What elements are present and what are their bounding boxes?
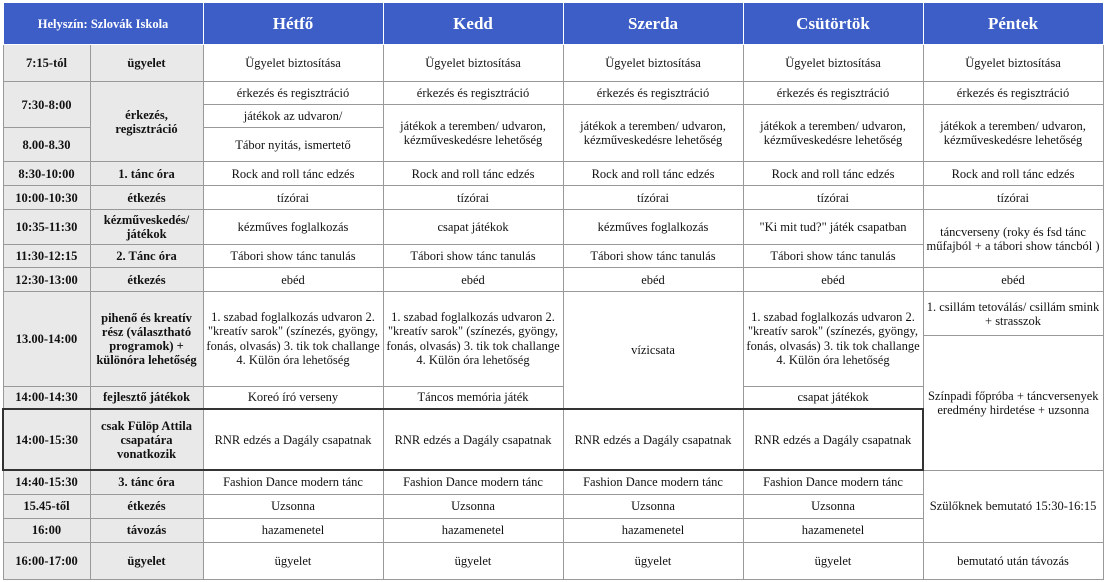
schedule-cell: Uzsonna xyxy=(383,494,563,518)
schedule-cell: Tábor nyitás, ismertető xyxy=(203,128,383,162)
schedule-cell: ügyelet xyxy=(743,542,923,579)
schedule-cell: ebéd xyxy=(203,268,383,292)
schedule-cell: Fashion Dance modern tánc xyxy=(743,470,923,494)
schedule-cell: Táncos memória játék xyxy=(383,386,563,409)
schedule-cell: Rock and roll tánc edzés xyxy=(923,162,1103,186)
schedule-cell: ebéd xyxy=(383,268,563,292)
schedule-cell: RNR edzés a Dagály csapatnak xyxy=(563,409,743,470)
activity-cell: 2. Tánc óra xyxy=(90,245,203,268)
activity-cell: érkezés, regisztráció xyxy=(90,82,203,162)
time-cell: 13.00-14:00 xyxy=(3,292,90,386)
schedule-cell: tízórai xyxy=(203,186,383,210)
schedule-cell: hazamenetel xyxy=(743,518,923,542)
activity-cell: pihenő és kreatív rész (választható programok) + különóra lehetőség xyxy=(90,292,203,386)
schedule-cell: Ügyelet biztosítása xyxy=(923,45,1103,82)
location-header: Helyszín: Szlovák Iskola xyxy=(3,3,203,45)
time-cell: 16:00 xyxy=(3,518,90,542)
schedule-cell: 1. csillám tetoválás/ csillám smink + strasszok xyxy=(923,292,1103,336)
schedule-cell: Ügyelet biztosítása xyxy=(203,45,383,82)
schedule-cell: játékok a teremben/ udvaron, kézművesked​ésre lehetőség xyxy=(743,105,923,162)
schedule-cell: csapat játékok xyxy=(383,210,563,245)
time-cell: 7:30-8:00 xyxy=(3,82,90,128)
header-row xyxy=(3,3,1103,45)
schedule-cell: Szülőknek bemutató 15:30-16:15 xyxy=(923,470,1103,542)
day-header-thursday: Csütörtök xyxy=(743,3,923,45)
schedule-cell: Rock and roll tánc edzés xyxy=(383,162,563,186)
table-row xyxy=(3,82,1103,105)
time-cell: 10:00-10:30 xyxy=(3,186,90,210)
schedule-cell: 1. szabad foglalkozás udvaron 2. "kreatív sarok" (színezés, gyöngy, fonás, olvasás) 3. tik tok challange 4. Külön óra lehetőség xyxy=(203,292,383,386)
schedule-cell: Tábori show tánc tanulás xyxy=(383,245,563,268)
schedule-cell: 1. szabad foglalkozás udvaron 2. "kreatív sarok" (színezés, gyöngy, fonás, olvasás) 3. tik tok challange 4. Külön óra lehetőség xyxy=(743,292,923,386)
schedule-cell: bemutató után távozás xyxy=(923,542,1103,579)
table-row xyxy=(3,162,1103,186)
schedule-cell: Uzsonna xyxy=(563,494,743,518)
time-cell: 11:30-12:15 xyxy=(3,245,90,268)
schedule-cell: érkezés és regisztráció xyxy=(743,82,923,105)
schedule-cell: táncverseny (roky és fsd tánc műfajból + a tábori show táncból ) xyxy=(923,210,1103,268)
activity-cell: kézművesked​és/ játékok xyxy=(90,210,203,245)
time-cell: 14:40-15:30 xyxy=(3,470,90,494)
activity-cell: ügyelet xyxy=(90,45,203,82)
schedule-cell: Ügyelet biztosítása xyxy=(743,45,923,82)
activity-cell: csak Fülöp Attila csapatára vonatkozik xyxy=(90,409,203,470)
schedule-cell: Tábori show tánc tanulás xyxy=(563,245,743,268)
schedule-cell: kézműves foglalkozás xyxy=(203,210,383,245)
schedule-cell: vízicsata xyxy=(563,292,743,409)
schedule-cell: érkezés és regisztráció xyxy=(203,82,383,105)
schedule-cell: tízórai xyxy=(383,186,563,210)
schedule-cell: "Ki mit tud?" játék csapatban xyxy=(743,210,923,245)
schedule-cell: hazamenetel xyxy=(203,518,383,542)
schedule-cell: érkezés és regisztráció xyxy=(923,82,1103,105)
time-cell: 12:30-13:00 xyxy=(3,268,90,292)
schedule-cell: Rock and roll tánc edzés xyxy=(203,162,383,186)
schedule-cell: Fashion Dance modern tánc xyxy=(563,470,743,494)
time-cell: 8:30-10:00 xyxy=(3,162,90,186)
schedule-cell: Rock and roll tánc edzés xyxy=(563,162,743,186)
schedule-cell: tízórai xyxy=(743,186,923,210)
schedule-cell: tízórai xyxy=(563,186,743,210)
activity-cell: étkezés xyxy=(90,494,203,518)
activity-cell: 1. tánc óra xyxy=(90,162,203,186)
schedule-cell: hazamenetel xyxy=(563,518,743,542)
time-cell: 8.00-8.30 xyxy=(3,128,90,162)
activity-cell: 3. tánc óra xyxy=(90,470,203,494)
schedule-cell: Uzsonna xyxy=(743,494,923,518)
activity-cell: étkezés xyxy=(90,186,203,210)
schedule-cell: Rock and roll tánc edzés xyxy=(743,162,923,186)
schedule-cell: Tábori show tánc tanulás xyxy=(743,245,923,268)
table-row xyxy=(3,470,1103,494)
activity-cell: fejlesztő játékok xyxy=(90,386,203,409)
schedule-cell: kézműves foglalkozás xyxy=(563,210,743,245)
day-header-monday: Hétfő xyxy=(203,3,383,45)
schedule-cell: hazamenetel xyxy=(383,518,563,542)
schedule-cell: ebéd xyxy=(923,268,1103,292)
schedule-cell: ebéd xyxy=(563,268,743,292)
schedule-cell: Ügyelet biztosítása xyxy=(563,45,743,82)
schedule-cell: ebéd xyxy=(743,268,923,292)
schedule-cell: csapat játékok xyxy=(743,386,923,409)
schedule-cell: érkezés és regisztráció xyxy=(563,82,743,105)
schedule-cell: Fashion Dance modern tánc xyxy=(203,470,383,494)
activity-cell: étkezés xyxy=(90,268,203,292)
time-cell: 15.45-től xyxy=(3,494,90,518)
schedule-cell: játékok a teremben/ udvaron, kézművesked​ésre lehetőség xyxy=(923,105,1103,162)
schedule-cell: Koreó író verseny xyxy=(203,386,383,409)
schedule-cell: Tábori show tánc tanulás xyxy=(203,245,383,268)
table-row xyxy=(3,186,1103,210)
table-row xyxy=(3,210,1103,245)
day-header-wednesday: Szerda xyxy=(563,3,743,45)
schedule-cell: Fashion Dance modern tánc xyxy=(383,470,563,494)
schedule-cell: Ügyelet biztosítása xyxy=(383,45,563,82)
schedule-cell: érkezés és regisztráció xyxy=(383,82,563,105)
schedule-table xyxy=(2,2,1104,580)
schedule-cell: RNR edzés a Dagály csapatnak xyxy=(383,409,563,470)
time-cell: 10:35-11:30 xyxy=(3,210,90,245)
schedule-cell: tízórai xyxy=(923,186,1103,210)
schedule-cell: RNR edzés a Dagály csapatnak xyxy=(203,409,383,470)
schedule-cell: ügyelet xyxy=(383,542,563,579)
schedule-cell: ügyelet xyxy=(563,542,743,579)
schedule-cell: 1. szabad foglalkozás udvaron 2. "kreatív sarok" (színezés, gyöngy, fonás, olvasás) 3. tik tok challange 4. Külön óra lehetőség xyxy=(383,292,563,386)
schedule-cell: RNR edzés a Dagály csapatnak xyxy=(743,409,923,470)
schedule-cell: játékok a teremben/ udvaron, kézművesked​ésre lehetőség xyxy=(383,105,563,162)
table-row xyxy=(3,268,1103,292)
schedule-cell: Színpadi főpróba + táncversenyek eredmény hirdetése + uzsonna xyxy=(923,336,1103,470)
schedule-cell: ügyelet xyxy=(203,542,383,579)
table-row xyxy=(3,45,1103,82)
schedule-cell: játékok az udvaron/ xyxy=(203,105,383,128)
time-cell: 16:00-17:00 xyxy=(3,542,90,579)
activity-cell: ügyelet xyxy=(90,542,203,579)
schedule-cell: Uzsonna xyxy=(203,494,383,518)
time-cell: 14:00-15:30 xyxy=(3,409,90,470)
day-header-friday: Péntek xyxy=(923,3,1103,45)
table-row xyxy=(3,542,1103,579)
table-row xyxy=(3,292,1103,336)
time-cell: 7:15-tól xyxy=(3,45,90,82)
activity-cell: távozás xyxy=(90,518,203,542)
day-header-tuesday: Kedd xyxy=(383,3,563,45)
time-cell: 14:00-14:30 xyxy=(3,386,90,409)
schedule-cell: játékok a teremben/ udvaron, kézművesked​ésre lehetőség xyxy=(563,105,743,162)
